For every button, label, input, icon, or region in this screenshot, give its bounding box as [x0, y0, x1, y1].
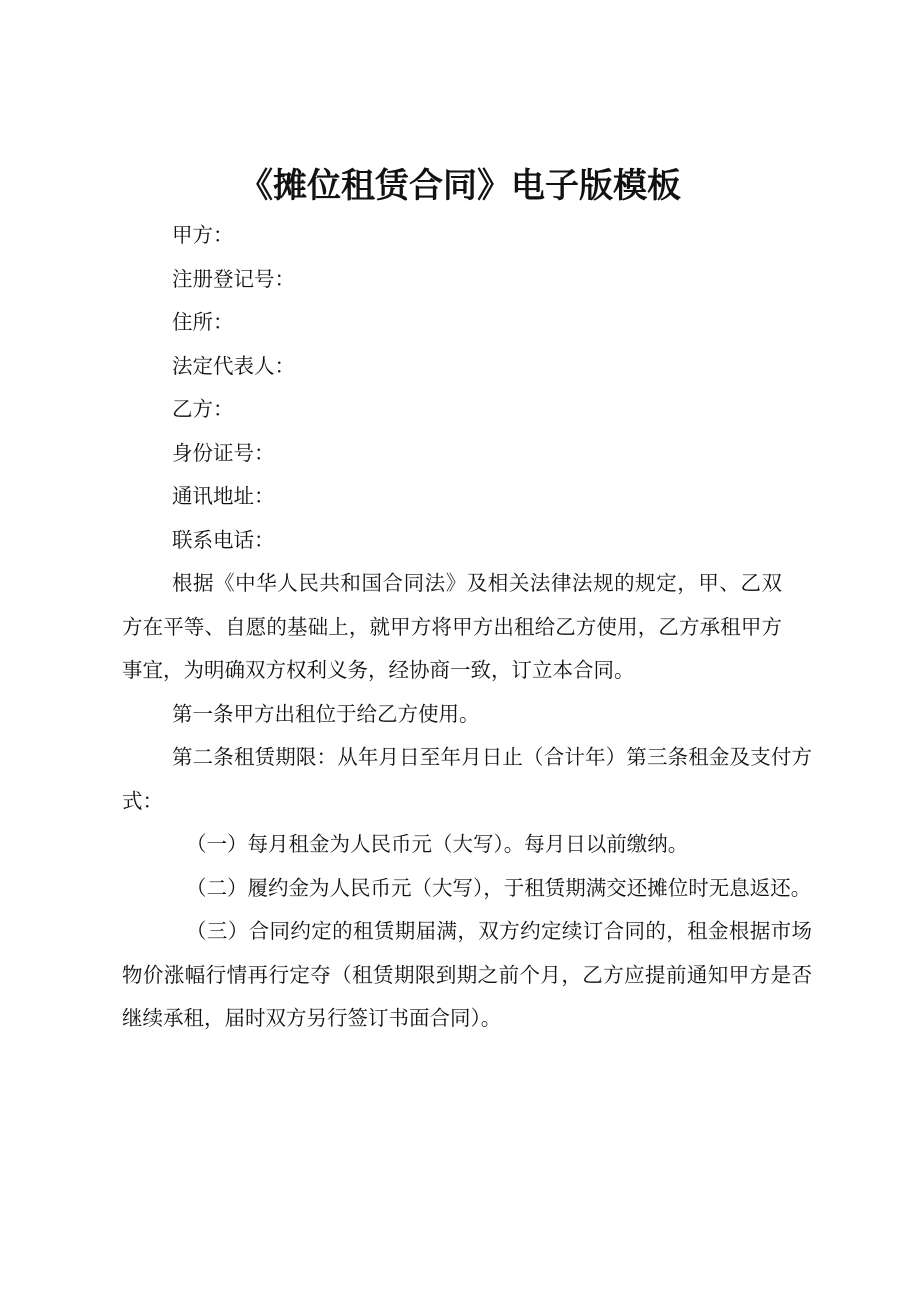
article-2: 第二条租赁期限：从年月日至年月日止（合计年）第三条租金及支付方式：: [122, 745, 812, 813]
payment-item-1: （一）每月租金为人民币元（大写）。每月日以前缴纳。: [186, 832, 689, 856]
address-field: 住所：: [172, 310, 234, 334]
payment-item-2: （二）履约金为人民币元（大写），于租赁期满交还摊位时无息返还。: [186, 875, 812, 900]
legal-representative-field: 法定代表人：: [172, 353, 295, 378]
contract-body: [122, 214, 812, 1041]
party-b-field: 乙方：: [172, 397, 234, 421]
preamble-paragraph: 根据《中华人民共和国合同法》及相关法律法规的规定，甲、乙双方在平等、自愿的基础上，就甲方将甲方出租给乙方使用，乙方承租甲方事宜，为明确双方权利义务，经协商一致，订立本合同。: [122, 571, 782, 682]
party-a-field: 甲方：: [172, 223, 234, 247]
mailing-address-field: 通讯地址：: [172, 484, 275, 508]
article-1: 第一条甲方出租位于给乙方使用。: [172, 701, 480, 726]
id-number-field: 身份证号：: [172, 440, 275, 465]
payment-item-3: （三）合同约定的租赁期届满，双方约定续订合同的，租金根据市场物价涨幅行情再行定夺（租赁期限到期之前个月，乙方应提前通知甲方是否继续承租，届时双方另行签订书面合同）。: [122, 919, 812, 1030]
document-title: 《摊位租赁合同》电子版模板: [239, 166, 681, 206]
registration-number-field: 注册登记号：: [172, 266, 295, 291]
phone-field: 联系电话：: [172, 527, 275, 552]
